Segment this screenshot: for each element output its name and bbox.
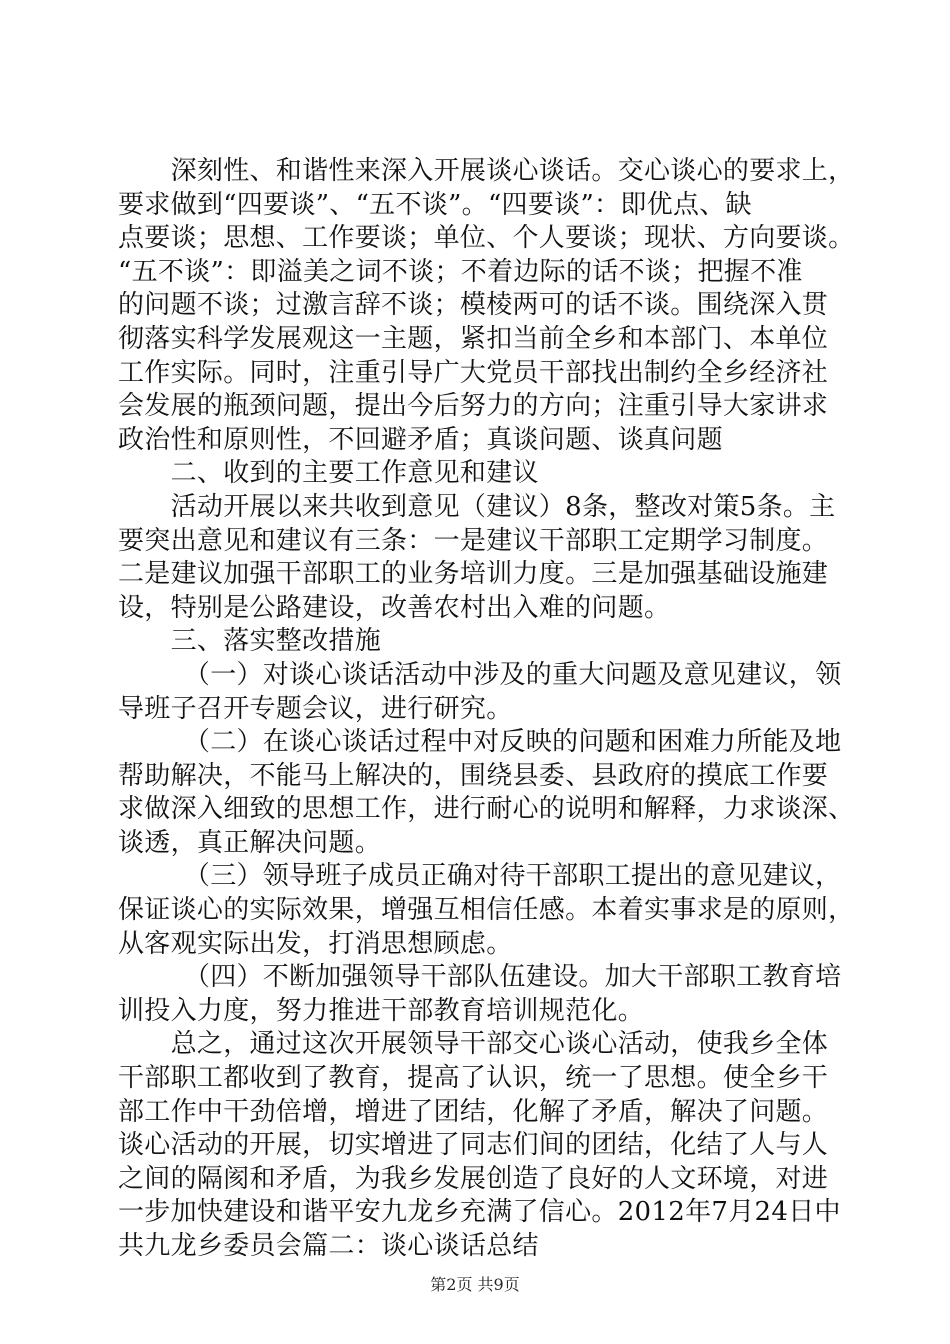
text-line: 总之，通过这次开展领导干部交心谈心活动，使我乡全体 — [118, 1029, 829, 1060]
document-body — [118, 155, 855, 1264]
text-line: 求做深入细致的思想工作，进行耐心的说明和解释，力求谈深、 — [118, 794, 855, 825]
text-line: 要求做到“四要谈”、“五不谈”。“四要谈”：即优点、缺 — [118, 189, 752, 220]
text-line: 之间的隔阂和矛盾，为我乡发展创造了良好的人文环境，对进 — [118, 1163, 829, 1194]
text-line: 二是建议加强干部职工的业务培训力度。三是加强基础设施建 — [118, 559, 829, 590]
text-line: 从客观实际出发，打消思想顾虑。 — [118, 928, 513, 959]
text-line: （三）领导班子成员正确对待干部职工提出的意见建议， — [118, 861, 842, 892]
text-line: 导班子召开专题会议，进行研究。 — [118, 693, 513, 724]
text-line: 保证谈心的实际效果，增强互相信任感。本着实事求是的原则， — [118, 895, 855, 926]
text-line: 彻落实科学发展观这一主题，紧扣当前全乡和本部门、本单位 — [118, 323, 829, 354]
text-line: 谈透，真正解决问题。 — [118, 827, 382, 858]
text-line: 部工作中干劲倍增，增进了团结，化解了矛盾，解决了问题。 — [118, 1096, 829, 1127]
text-line: 帮助解决，不能马上解决的，围绕县委、县政府的摸底工作要 — [118, 760, 829, 791]
text-line: 训投入力度，努力推进干部教育培训规范化。 — [118, 995, 645, 1026]
text-line: （二）在谈心谈话过程中对反映的问题和困难力所能及地 — [118, 727, 842, 758]
text-line: 共九龙乡委员会篇二：谈心谈话总结 — [118, 1231, 539, 1261]
page-number-footer: 第2页 共9页 — [430, 1275, 520, 1294]
text-line: 点要谈；思想、工作要谈；单位、个人要谈；现状、方向要谈。 — [118, 223, 855, 254]
section-heading: 三、落实整改措施 — [118, 626, 382, 657]
text-line: 一步加快建设和谐平安九龙乡充满了信心。2012年7月24日中 — [118, 1197, 841, 1228]
text-line: “五不谈”：即溢美之词不谈；不着边际的话不谈；把握不准 — [118, 256, 803, 287]
text-line: 干部职工都收到了教育，提高了认识，统一了思想。使全乡干 — [118, 1063, 829, 1094]
text-line: 会发展的瓶颈问题，提出今后努力的方向；注重引导大家讲求 — [118, 391, 829, 422]
section-heading: 二、收到的主要工作意见和建议 — [118, 458, 539, 489]
text-line: 的问题不谈；过激言辞不谈；模棱两可的话不谈。围绕深入贯 — [118, 290, 829, 321]
text-line: 政治性和原则性，不回避矛盾；真谈问题、谈真问题 — [118, 424, 723, 455]
text-line: 谈心活动的开展，切实增进了同志们间的团结，化结了人与人 — [118, 1130, 829, 1161]
text-line: 要突出意见和建议有三条：一是建议干部职工定期学习制度。 — [118, 525, 829, 556]
text-line: 工作实际。同时，注重引导广大党员干部找出制约全乡经济社 — [118, 357, 829, 388]
text-line: 活动开展以来共收到意见（建议）8条，整改对策5条。主 — [118, 491, 836, 522]
text-line: （一）对谈心谈话活动中涉及的重大问题及意见建议，领 — [118, 659, 842, 690]
text-line: （四）不断加强领导干部队伍建设。加大干部职工教育培 — [118, 962, 842, 993]
text-line: 设，特别是公路建设，改善农村出入难的问题。 — [118, 592, 671, 623]
text-line: 深刻性、和谐性来深入开展谈心谈话。交心谈心的要求上， — [118, 156, 855, 186]
